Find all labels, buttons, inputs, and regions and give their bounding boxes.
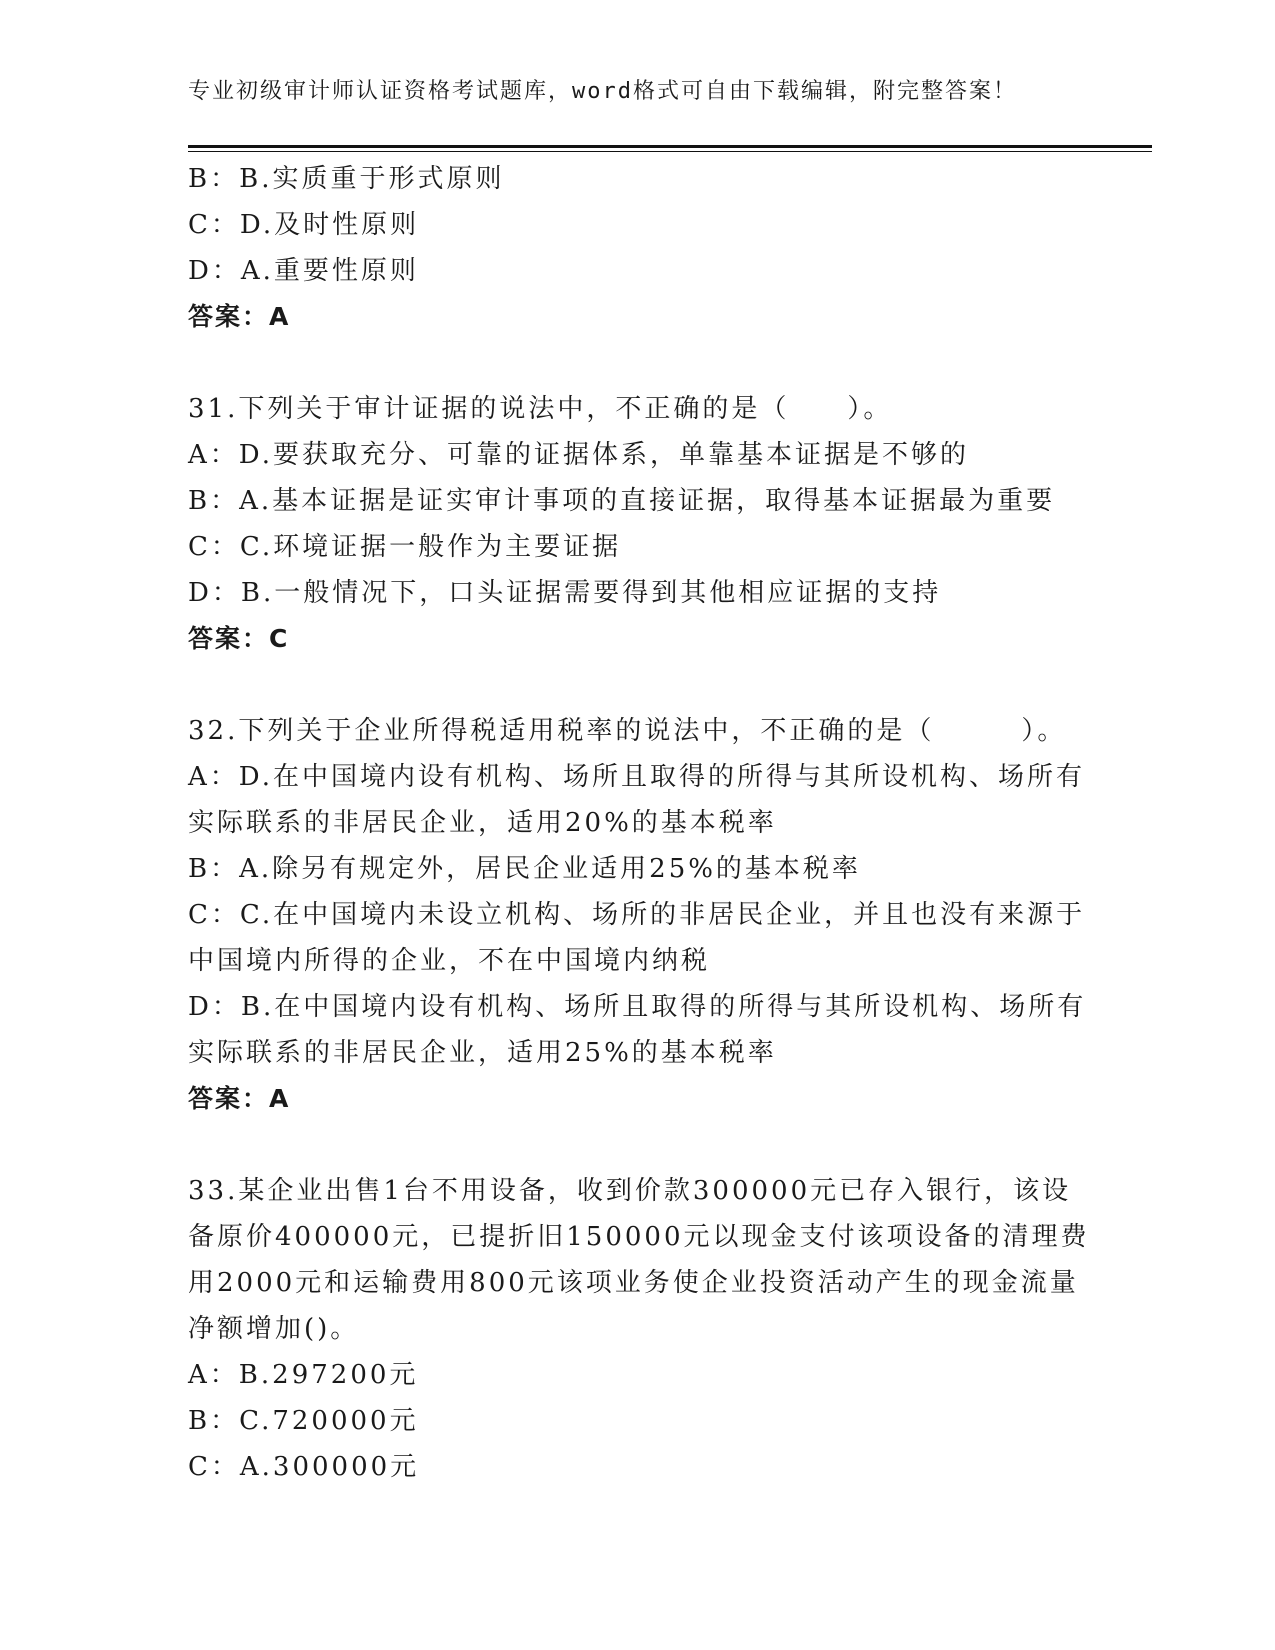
question-stem: 32.下列关于企业所得税适用税率的说法中，不正确的是（ ）。 <box>188 716 1067 746</box>
option-b: B：A.基本证据是证实审计事项的直接证据，取得基本证据最为重要 <box>188 486 1056 516</box>
header-rule-thick <box>188 145 1152 148</box>
header-rule-thin <box>188 151 1152 152</box>
previous-question <box>188 156 1088 340</box>
option-d-line-1: D：B.在中国境内设有机构、场所且取得的所得与其所设机构、场所有 <box>188 992 1087 1022</box>
spacer <box>188 1122 1088 1168</box>
option-a-line-2: 实际联系的非居民企业，适用20%的基本税率 <box>188 808 777 838</box>
option-b: B：C.720000元 <box>188 1406 419 1436</box>
option-d: D：B.一般情况下，口头证据需要得到其他相应证据的支持 <box>188 578 942 608</box>
question-list <box>188 156 1088 1490</box>
question-stem-line-3: 用2000元和运输费用800元该项业务使企业投资活动产生的现金流量 <box>188 1268 1079 1298</box>
option-c-line-2: 中国境内所得的企业，不在中国境内纳税 <box>188 946 711 976</box>
option-c: C：A.300000元 <box>188 1452 420 1482</box>
question-stem-line-2: 备原价400000元，已提折旧150000元以现金支付该项设备的清理费 <box>188 1222 1090 1252</box>
option-c: C：C.环境证据一般作为主要证据 <box>188 532 622 562</box>
option-d: D：A.重要性原则 <box>188 256 419 286</box>
option-b: B：B.实质重于形式原则 <box>188 164 505 194</box>
option-a-line-1: A：D.在中国境内设有机构、场所且取得的所得与其所设机构、场所有 <box>188 762 1085 792</box>
question-31 <box>188 386 1088 662</box>
question-stem-line-1: 33.某企业出售1台不用设备，收到价款300000元已存入银行，该设 <box>188 1176 1072 1206</box>
page-header: 专业初级审计师认证资格考试题库，word格式可自由下载编辑，附完整答案！ <box>188 79 1017 104</box>
answer-label: 答案：C <box>188 624 290 653</box>
answer-label: 答案：A <box>188 302 291 331</box>
question-33 <box>188 1168 1088 1490</box>
option-b: B：A.除另有规定外，居民企业适用25%的基本税率 <box>188 854 861 884</box>
option-c-line-1: C：C.在中国境内未设立机构、场所的非居民企业，并且也没有来源于 <box>188 900 1086 930</box>
option-d-line-2: 实际联系的非居民企业，适用25%的基本税率 <box>188 1038 777 1068</box>
option-a: A：D.要获取充分、可靠的证据体系，单靠基本证据是不够的 <box>188 440 969 470</box>
option-c: C：D.及时性原则 <box>188 210 420 240</box>
answer-label: 答案：A <box>188 1084 291 1113</box>
option-a: A：B.297200元 <box>188 1360 419 1390</box>
spacer <box>188 662 1088 708</box>
question-32 <box>188 708 1088 1122</box>
question-stem-line-4: 净额增加()。 <box>188 1314 360 1344</box>
question-stem: 31.下列关于审计证据的说法中，不正确的是（ ）。 <box>188 394 893 424</box>
spacer <box>188 340 1088 386</box>
